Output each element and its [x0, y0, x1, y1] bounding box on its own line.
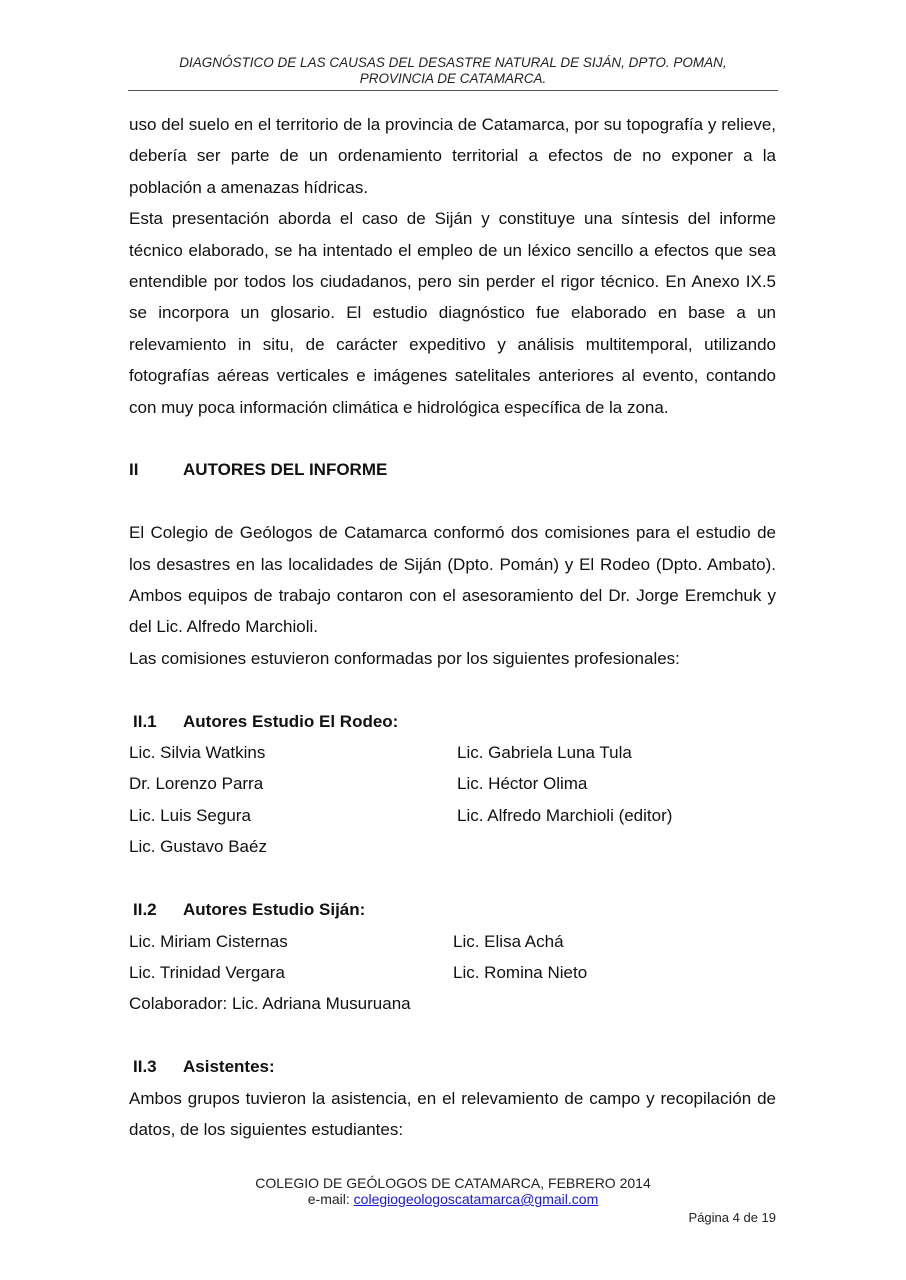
collaborator-line: Colaborador: Lic. Adriana Musuruana [129, 994, 411, 1014]
section-heading-authors [129, 454, 776, 485]
author-row [129, 800, 776, 831]
paragraph-assistants: Ambos grupos tuvieron la asistencia, en el relevamiento de campo y recopilación de datos, de los siguientes estudiantes: [129, 1088, 776, 1139]
subsection-title: Asistentes: [183, 1057, 275, 1077]
subsection-number: II.3 [133, 1057, 157, 1077]
footer-organization: COLEGIO DE GEÓLOGOS DE CATAMARCA, FEBRERO 2014 [255, 1175, 651, 1191]
author-name: Lic. Gabriela Luna Tula [457, 743, 632, 763]
page-body [129, 109, 776, 1145]
section-title: AUTORES DEL INFORME [183, 460, 388, 480]
footer-email-link[interactable]: colegiogeologoscatamarca@gmail.com [353, 1191, 599, 1207]
author-name: Lic. Miriam Cisternas [129, 931, 288, 951]
subsection-number: II.1 [133, 711, 157, 731]
section-number: II [129, 460, 139, 480]
paragraph-presentation: Esta presentación aborda el caso de Siján y constituye una síntesis del informe técnico elaborado, se ha intentado el empleo de un léxico sencillo a efectos que sea entendible por todos los ciudadanos, pero sin perder el rigor técnico. En Anexo IX.5 se incorpora un glosario. El estudio diagnóstico fue elaborado en base a un relevamiento in situ, de carácter expeditivo y análisis multitemporal, utilizando fotografías aéreas verticales e imágenes satelitales anteriores al evento, contando con muy poca información climática e hidrológica específica de la zona. [129, 209, 776, 417]
author-row [129, 831, 776, 862]
subsection-title: Autores Estudio Siján: [183, 900, 366, 920]
page-footer [128, 1175, 778, 1207]
running-header [128, 55, 778, 87]
author-name: Lic. Héctor Olima [457, 774, 588, 794]
subsection-number: II.2 [133, 900, 157, 920]
author-name: Lic. Luis Segura [129, 805, 251, 825]
header-line-2: PROVINCIA DE CATAMARCA. [359, 71, 547, 86]
footer-email-line [128, 1191, 778, 1207]
header-line-1: DIAGNÓSTICO DE LAS CAUSAS DEL DESASTRE NATURAL DE SIJÁN, DPTO. POMAN, [179, 55, 727, 70]
author-row [129, 768, 776, 799]
paragraph-land-use: uso del suelo en el territorio de la provincia de Catamarca, por su topografía y relieve, debería ser parte de un ordenamiento territorial a efectos de no exponer a la población a amenazas hídricas. [129, 115, 776, 197]
author-name: Lic. Trinidad Vergara [129, 962, 285, 982]
header-divider [128, 90, 778, 91]
paragraph-professionals: Las comisiones estuvieron conformadas por los siguientes profesionales: [129, 648, 680, 668]
author-row [129, 957, 776, 988]
footer-email-label: e-mail: [307, 1191, 354, 1207]
subheading-sijan [129, 894, 776, 925]
author-name: Lic. Elisa Achá [453, 931, 564, 951]
author-name: Lic. Gustavo Baéz [129, 837, 267, 857]
author-name: Lic. Silvia Watkins [129, 743, 266, 763]
author-name: Lic. Romina Nieto [453, 962, 588, 982]
author-name: Dr. Lorenzo Parra [129, 774, 264, 794]
page-number: Página 4 de 19 [688, 1210, 776, 1225]
author-name: Lic. Alfredo Marchioli (editor) [457, 805, 673, 825]
paragraph-commissions: El Colegio de Geólogos de Catamarca conformó dos comisiones para el estudio de los desastres en las localidades de Siján (Dpto. Pomán) y El Rodeo (Dpto. Ambato). Ambos equipos de trabajo contaron con el asesoramiento del Dr. Jorge Eremchuk y del Lic. Alfredo Marchioli. [129, 523, 776, 637]
author-row [129, 926, 776, 957]
subheading-el-rodeo [129, 706, 776, 737]
author-row [129, 737, 776, 768]
subsection-title: Autores Estudio El Rodeo: [183, 711, 399, 731]
subheading-assistants [129, 1051, 776, 1082]
